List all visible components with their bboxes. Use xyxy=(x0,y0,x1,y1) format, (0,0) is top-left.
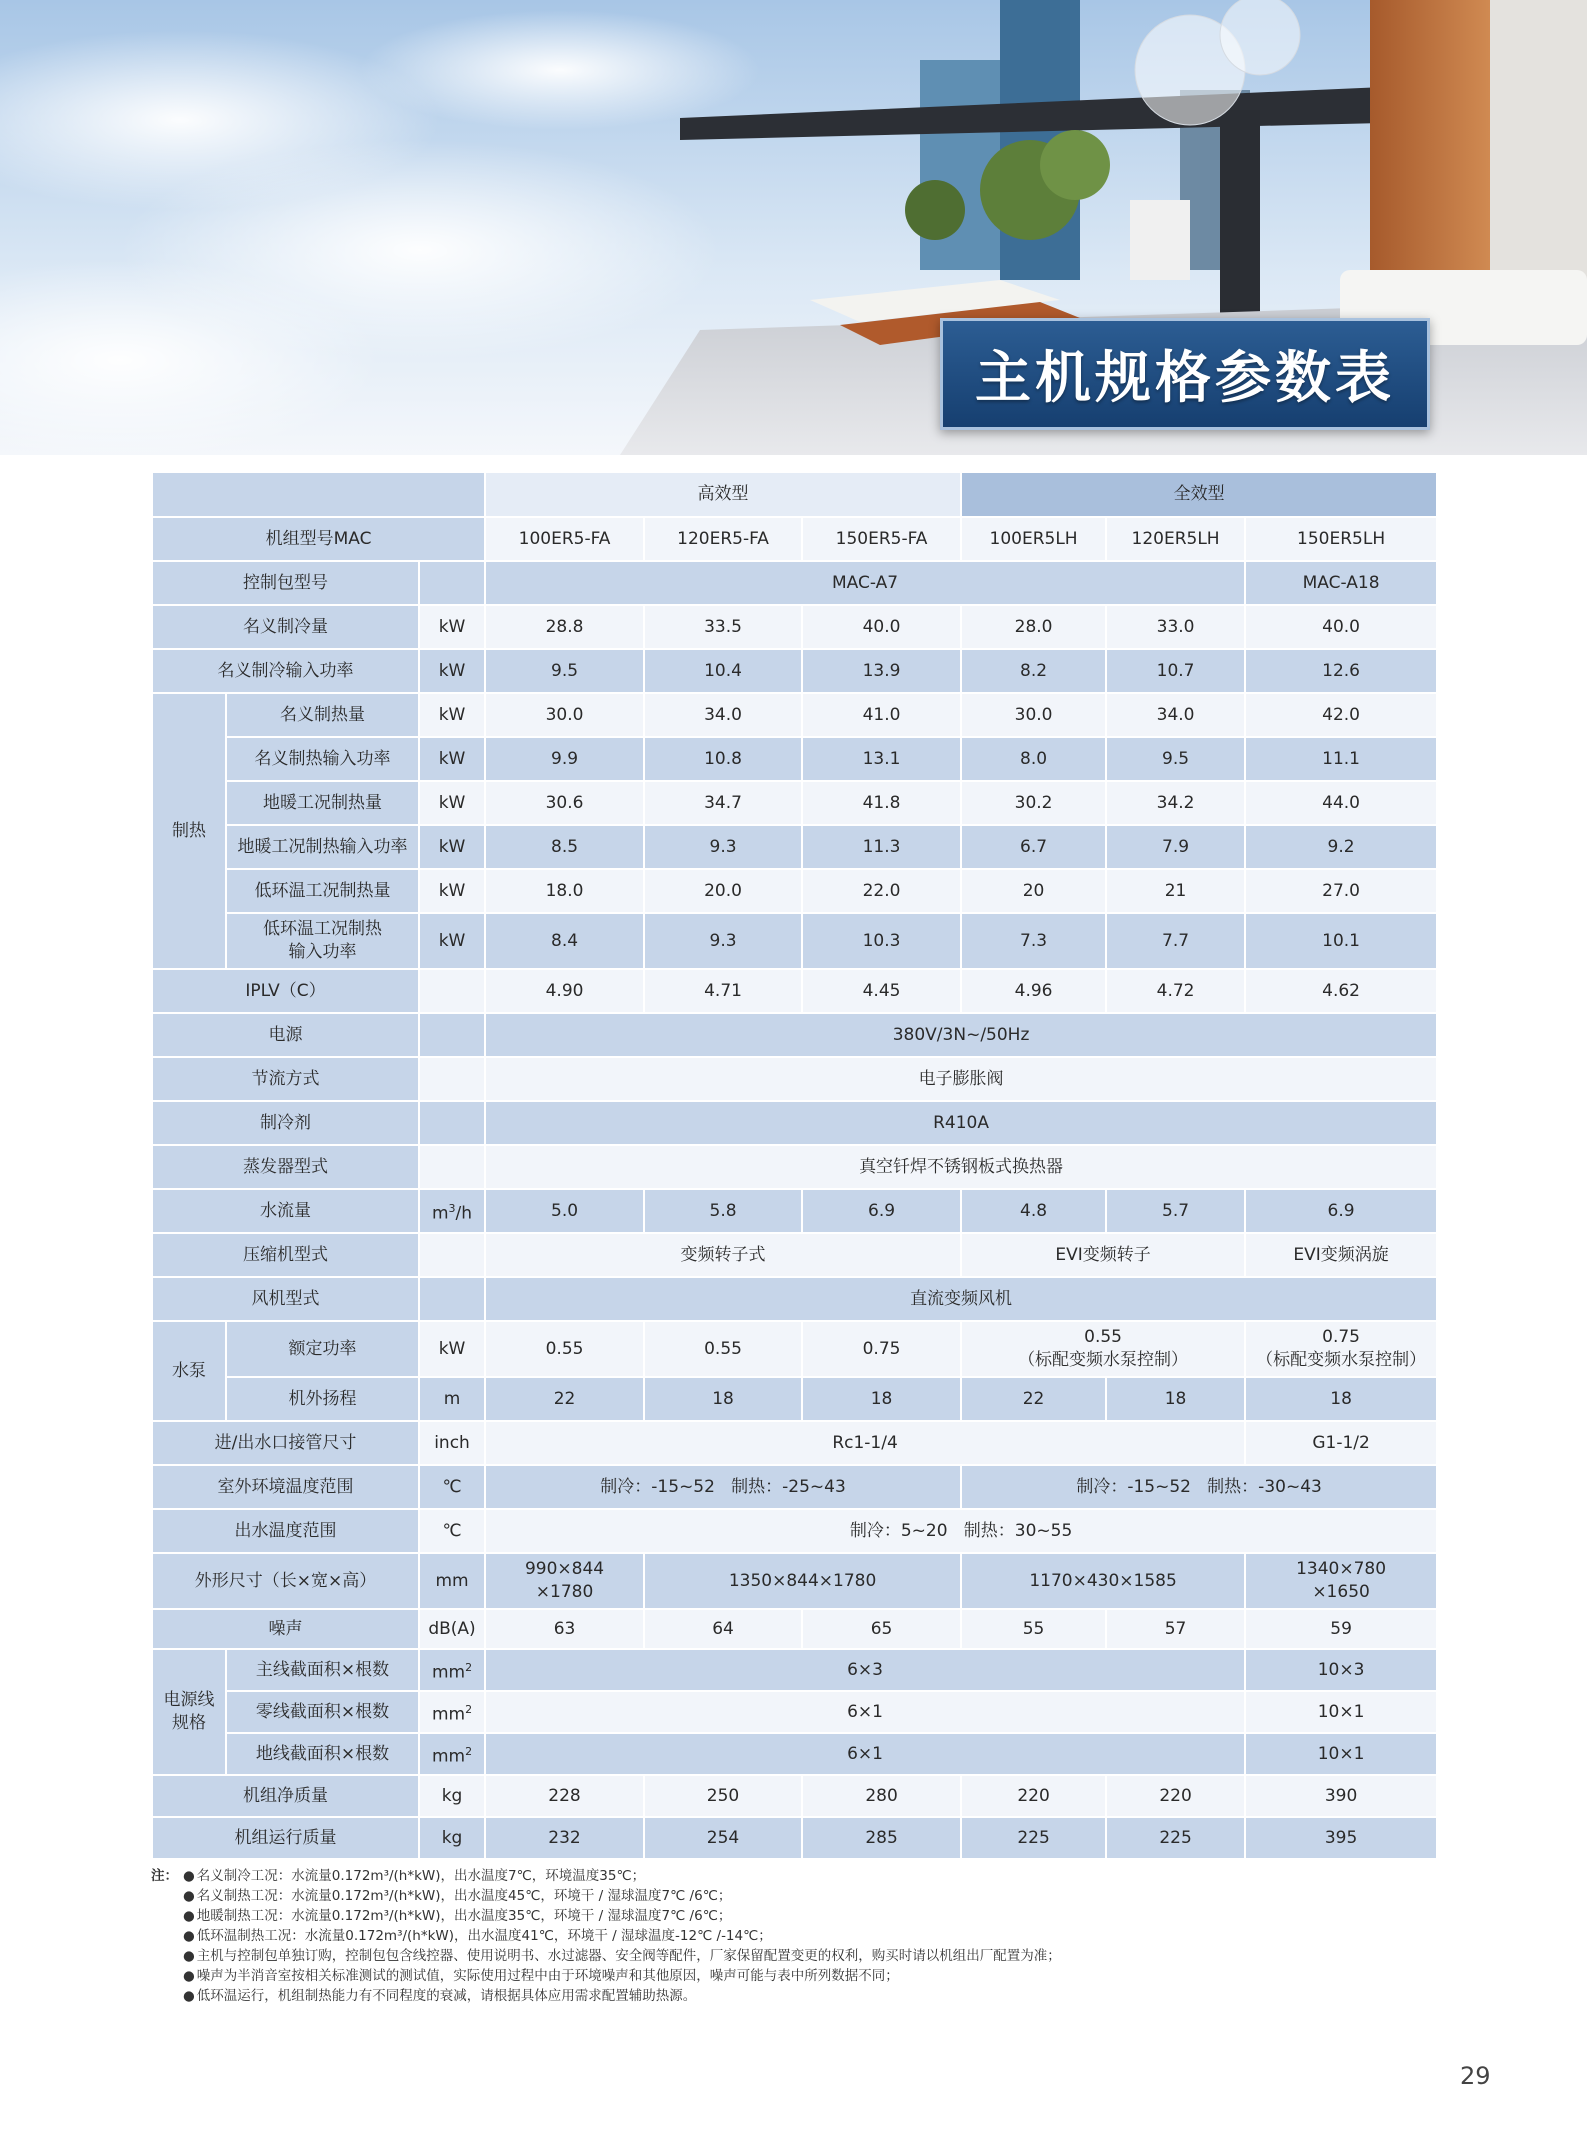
value-line: ×1780 xyxy=(535,1582,594,1602)
value-cell: 7.3 xyxy=(961,913,1106,969)
value-cell: 6×1 xyxy=(485,1733,1245,1775)
value-cell: 10.4 xyxy=(644,649,802,693)
value-cell: 280 xyxy=(802,1775,961,1817)
unit-superscript: 2 xyxy=(465,1660,473,1674)
unit-cell: kW xyxy=(419,693,485,737)
value-cell: 8.0 xyxy=(961,737,1106,781)
row-label: 机组净质量 xyxy=(152,1775,419,1817)
value-cell: 9.5 xyxy=(485,649,644,693)
unit-cell: m xyxy=(419,1377,485,1421)
table-row-cooling-power xyxy=(152,649,1437,693)
value-cell: 34.0 xyxy=(644,693,802,737)
value-line: ×1650 xyxy=(1312,1582,1370,1602)
value-cell: 1350×844×1780 xyxy=(644,1553,961,1609)
row-label: 噪声 xyxy=(152,1609,419,1649)
value-cell: 30.0 xyxy=(961,693,1106,737)
corner-cell xyxy=(152,472,485,517)
note-text: ● 低环温运行，机组制热能力有不同程度的衰减，请根据具体应用需求配置辅助热源。 xyxy=(183,1986,696,2006)
value-cell: 0.75 xyxy=(802,1321,961,1377)
value-cell: 真空钎焊不锈钢板式换热器 xyxy=(485,1145,1437,1189)
value-cell: 13.9 xyxy=(802,649,961,693)
value-cell: 57 xyxy=(1106,1609,1245,1649)
table-row-pipe xyxy=(152,1421,1437,1465)
row-label: 制冷剂 xyxy=(152,1101,419,1145)
unit-cell xyxy=(419,969,485,1013)
unit-cell xyxy=(419,1277,485,1321)
unit-cell: kW xyxy=(419,869,485,913)
value-cell: 64 xyxy=(644,1609,802,1649)
value-cell: 12.6 xyxy=(1245,649,1437,693)
value-cell: Rc1-1/4 xyxy=(485,1421,1245,1465)
table-row-low-temp-heating-capacity xyxy=(152,869,1437,913)
note-item xyxy=(151,1986,1436,2006)
value-cell: 电子膨胀阀 xyxy=(485,1057,1437,1101)
table-row-heating-capacity xyxy=(152,693,1437,737)
unit-cell: dB(A) xyxy=(419,1609,485,1649)
value-cell: 5.7 xyxy=(1106,1189,1245,1233)
value-cell: 28.0 xyxy=(961,605,1106,649)
unit-superscript: 2 xyxy=(465,1744,473,1758)
value-cell: 10.1 xyxy=(1245,913,1437,969)
value-line: （标配变频水泵控制） xyxy=(1256,1350,1427,1370)
row-label: 室外环境温度范围 xyxy=(152,1465,419,1509)
value-cell: 34.7 xyxy=(644,781,802,825)
row-label: 水流量 xyxy=(152,1189,419,1233)
value-cell: 6×3 xyxy=(485,1649,1245,1691)
table-row-floor-heating-power xyxy=(152,825,1437,869)
unit-cell: kW xyxy=(419,825,485,869)
table-row-dimension xyxy=(152,1553,1437,1609)
value-cell: 制冷：-15~52 制热：-30~43 xyxy=(961,1465,1437,1509)
table-row-power-supply xyxy=(152,1013,1437,1057)
value-line: 1340×780 xyxy=(1296,1559,1387,1579)
unit-cell: kW xyxy=(419,649,485,693)
page-title: 主机规格参数表 xyxy=(975,346,1395,411)
value-cell: 11.3 xyxy=(802,825,961,869)
value-cell: 10.3 xyxy=(802,913,961,969)
value-cell: 7.9 xyxy=(1106,825,1245,869)
value-cell: 9.2 xyxy=(1245,825,1437,869)
note-item xyxy=(151,1966,1436,1986)
value-cell: 34.2 xyxy=(1106,781,1245,825)
group-label-line: 规格 xyxy=(172,1713,206,1733)
value-cell: 1170×430×1585 xyxy=(961,1553,1245,1609)
table-row-pump-power xyxy=(152,1321,1437,1377)
value-cell: 40.0 xyxy=(802,605,961,649)
value-cell: 8.5 xyxy=(485,825,644,869)
row-label: 额定功率 xyxy=(226,1321,419,1377)
value-cell: EVI变频涡旋 xyxy=(1245,1233,1437,1277)
note-item xyxy=(151,1926,1436,1946)
value-cell: 44.0 xyxy=(1245,781,1437,825)
value-cell: 55 xyxy=(961,1609,1106,1649)
row-label xyxy=(226,913,419,969)
value-cell: R410A xyxy=(485,1101,1437,1145)
value-cell: 9.5 xyxy=(1106,737,1245,781)
table-row-floor-heating-capacity xyxy=(152,781,1437,825)
unit-cell xyxy=(419,1101,485,1145)
value-cell: 11.1 xyxy=(1245,737,1437,781)
value-cell: 4.96 xyxy=(961,969,1106,1013)
spec-table xyxy=(151,471,1438,1860)
value-cell: 6×1 xyxy=(485,1691,1245,1733)
row-label: 节流方式 xyxy=(152,1057,419,1101)
unit-cell: kg xyxy=(419,1775,485,1817)
table-row-refrigerant xyxy=(152,1101,1437,1145)
value-cell: 254 xyxy=(644,1817,802,1859)
note-text: ● 名义制冷工况：水流量0.172m³/(h*kW)，出水温度7℃，环境温度35℃； xyxy=(183,1866,645,1886)
note-item xyxy=(151,1866,1436,1886)
note-text: ● 名义制热工况：水流量0.172m³/(h*kW)，出水温度45℃，环境干 / 湿球温度7℃ /6℃； xyxy=(183,1886,731,1906)
value-cell: 18 xyxy=(1106,1377,1245,1421)
table-row-net-weight xyxy=(152,1775,1437,1817)
value-cell: 63 xyxy=(485,1609,644,1649)
value-cell: 4.8 xyxy=(961,1189,1106,1233)
value-line: 0.75 xyxy=(1322,1327,1360,1347)
value-cell: 22 xyxy=(485,1377,644,1421)
row-label: 名义制冷量 xyxy=(152,605,419,649)
value-cell: 21 xyxy=(1106,869,1245,913)
row-label: IPLV（C） xyxy=(152,969,419,1013)
table-row-noise xyxy=(152,1609,1437,1649)
value-cell: 285 xyxy=(802,1817,961,1859)
value-cell: 65 xyxy=(802,1609,961,1649)
table-row-low-temp-heating-power xyxy=(152,913,1437,969)
notes xyxy=(151,1866,1436,2006)
value-cell: 380V/3N~/50Hz xyxy=(485,1013,1437,1057)
note-item xyxy=(151,1886,1436,1906)
value-cell: 6.9 xyxy=(1245,1189,1437,1233)
hero-banner xyxy=(0,0,1587,455)
value-cell: 8.4 xyxy=(485,913,644,969)
value-cell: 390 xyxy=(1245,1775,1437,1817)
table-row-cable-neutral xyxy=(152,1691,1437,1733)
value-cell: 10.7 xyxy=(1106,649,1245,693)
value-cell: G1-1/2 xyxy=(1245,1421,1437,1465)
value-cell: 0.55 xyxy=(485,1321,644,1377)
value-cell: 28.8 xyxy=(485,605,644,649)
value-cell: 10.8 xyxy=(644,737,802,781)
note-text: ● 地暖制热工况：水流量0.172m³/(h*kW)，出水温度35℃，环境干 / 湿球温度7℃ /6℃； xyxy=(183,1906,731,1926)
title-plate xyxy=(940,318,1430,430)
value-cell: 20.0 xyxy=(644,869,802,913)
model-cell: 150ER5LH xyxy=(1245,517,1437,561)
value-cell: 232 xyxy=(485,1817,644,1859)
note-item xyxy=(151,1946,1436,1966)
value-cell: 10×3 xyxy=(1245,1649,1437,1691)
value-cell: 4.72 xyxy=(1106,969,1245,1013)
row-label: 蒸发器型式 xyxy=(152,1145,419,1189)
model-cell: 150ER5-FA xyxy=(802,517,961,561)
model-cell: 120ER5-FA xyxy=(644,517,802,561)
unit-cell: inch xyxy=(419,1421,485,1465)
value-cell: 22 xyxy=(961,1377,1106,1421)
model-cell: 120ER5LH xyxy=(1106,517,1245,561)
unit-cell: kW xyxy=(419,913,485,969)
value-cell: MAC-A18 xyxy=(1245,561,1437,605)
row-label: 地暖工况制热量 xyxy=(226,781,419,825)
value-cell: 225 xyxy=(1106,1817,1245,1859)
unit-cell xyxy=(419,1233,485,1277)
table-row-iplv xyxy=(152,969,1437,1013)
value-cell xyxy=(1245,1553,1437,1609)
table-row-compressor xyxy=(152,1233,1437,1277)
note-text: ● 低环温制热工况：水流量0.172m³/(h*kW)，出水温度41℃，环境干 / 湿球温度-12℃ /-14℃； xyxy=(183,1926,772,1946)
table-row-run-weight xyxy=(152,1817,1437,1859)
value-cell: 4.90 xyxy=(485,969,644,1013)
group-label-line: 电源线 xyxy=(163,1690,215,1710)
value-cell: 41.8 xyxy=(802,781,961,825)
table-row-group-header xyxy=(152,472,1437,517)
value-cell: 40.0 xyxy=(1245,605,1437,649)
value-cell: 18 xyxy=(1245,1377,1437,1421)
table-row-heating-power xyxy=(152,737,1437,781)
value-cell: 225 xyxy=(961,1817,1106,1859)
table-row-cooling-capacity xyxy=(152,605,1437,649)
row-label: 低环温工况制热量 xyxy=(226,869,419,913)
unit-cell: kW xyxy=(419,737,485,781)
unit-cell xyxy=(419,1013,485,1057)
group-label-pump: 水泵 xyxy=(152,1321,226,1421)
unit-cell xyxy=(419,1649,485,1691)
row-label: 机外扬程 xyxy=(226,1377,419,1421)
value-cell: 34.0 xyxy=(1106,693,1245,737)
note-text: ● 噪声为半消音室按相关标准测试的测试值，实际使用过程中由于环境噪声和其他原因，噪声可能与表中所列数据不同； xyxy=(183,1966,899,1986)
value-cell: 4.62 xyxy=(1245,969,1437,1013)
row-label: 地线截面积×根数 xyxy=(226,1733,419,1775)
row-label: 风机型式 xyxy=(152,1277,419,1321)
row-label: 机组型号MAC xyxy=(152,517,485,561)
table-row-pump-head xyxy=(152,1377,1437,1421)
table-row-water-flow xyxy=(152,1189,1437,1233)
unit-base: m xyxy=(431,1203,449,1224)
row-label: 压缩机型式 xyxy=(152,1233,419,1277)
row-label: 名义制冷输入功率 xyxy=(152,649,419,693)
value-cell: 制冷：-15~52 制热：-25~43 xyxy=(485,1465,961,1509)
model-cell: 100ER5-FA xyxy=(485,517,644,561)
group-high-efficiency: 高效型 xyxy=(485,472,961,517)
value-cell: 18 xyxy=(644,1377,802,1421)
unit-cell: kW xyxy=(419,1321,485,1377)
table-row-cable-ground xyxy=(152,1733,1437,1775)
value-cell: 9.3 xyxy=(644,825,802,869)
unit-cell: kg xyxy=(419,1817,485,1859)
value-cell: 30.2 xyxy=(961,781,1106,825)
value-cell: 59 xyxy=(1245,1609,1437,1649)
value-cell xyxy=(1245,1321,1437,1377)
row-label: 出水温度范围 xyxy=(152,1509,419,1553)
row-label: 零线截面积×根数 xyxy=(226,1691,419,1733)
table-row-ambient-range xyxy=(152,1465,1437,1509)
unit-base: mm xyxy=(431,1704,466,1725)
unit-cell xyxy=(419,1733,485,1775)
value-cell: 13.1 xyxy=(802,737,961,781)
model-cell: 100ER5LH xyxy=(961,517,1106,561)
unit-cell: mm xyxy=(419,1553,485,1609)
unit-cell: kW xyxy=(419,781,485,825)
unit-superscript: 2 xyxy=(465,1702,473,1716)
value-cell: EVI变频转子 xyxy=(961,1233,1245,1277)
table-row-models xyxy=(152,517,1437,561)
value-cell: 41.0 xyxy=(802,693,961,737)
value-cell: 6.7 xyxy=(961,825,1106,869)
unit-cell xyxy=(419,1145,485,1189)
unit-cell xyxy=(419,1057,485,1101)
value-cell: 250 xyxy=(644,1775,802,1817)
value-cell xyxy=(485,1553,644,1609)
unit-base: mm xyxy=(431,1746,466,1767)
table-row-control-pack xyxy=(152,561,1437,605)
table-row-evaporator xyxy=(152,1145,1437,1189)
page-number: 29 xyxy=(1460,2062,1491,2090)
row-label: 名义制热量 xyxy=(226,693,419,737)
value-cell: 4.71 xyxy=(644,969,802,1013)
row-label: 地暖工况制热输入功率 xyxy=(226,825,419,869)
note-text: ● 主机与控制包单独订购，控制包包含线控器、使用说明书、水过滤器、安全阀等配件，厂家保留配置变更的权利，购买时请以机组出厂配置为准； xyxy=(183,1946,1061,1966)
value-cell: MAC-A7 xyxy=(485,561,1245,605)
row-label: 机组运行质量 xyxy=(152,1817,419,1859)
value-cell: 30.0 xyxy=(485,693,644,737)
unit-superscript: 3 xyxy=(448,1201,456,1215)
value-cell: 220 xyxy=(961,1775,1106,1817)
unit-cell xyxy=(419,1189,485,1233)
unit-cell xyxy=(419,561,485,605)
row-label: 电源 xyxy=(152,1013,419,1057)
row-label: 进/出水口接管尺寸 xyxy=(152,1421,419,1465)
value-cell: 220 xyxy=(1106,1775,1245,1817)
row-label: 外形尺寸（长×宽×高） xyxy=(152,1553,419,1609)
value-cell: 7.7 xyxy=(1106,913,1245,969)
value-cell: 30.6 xyxy=(485,781,644,825)
value-cell: 228 xyxy=(485,1775,644,1817)
value-cell: 22.0 xyxy=(802,869,961,913)
row-label-line: 输入功率 xyxy=(288,942,357,962)
table-row-cable-main xyxy=(152,1649,1437,1691)
value-cell: 8.2 xyxy=(961,649,1106,693)
table-row-fan xyxy=(152,1277,1437,1321)
row-label: 控制包型号 xyxy=(152,561,419,605)
value-cell: 27.0 xyxy=(1245,869,1437,913)
value-cell: 18 xyxy=(802,1377,961,1421)
value-cell: 20 xyxy=(961,869,1106,913)
notes-prefix: 注： xyxy=(151,1868,178,1884)
value-cell: 6.9 xyxy=(802,1189,961,1233)
value-cell: 制冷：5~20 制热：30~55 xyxy=(485,1509,1437,1553)
value-cell: 4.45 xyxy=(802,969,961,1013)
value-cell: 9.9 xyxy=(485,737,644,781)
value-cell: 33.5 xyxy=(644,605,802,649)
value-cell: 10×1 xyxy=(1245,1691,1437,1733)
group-full-efficiency: 全效型 xyxy=(961,472,1437,517)
value-cell: 395 xyxy=(1245,1817,1437,1859)
value-cell: 直流变频风机 xyxy=(485,1277,1437,1321)
row-label: 名义制热输入功率 xyxy=(226,737,419,781)
value-cell: 42.0 xyxy=(1245,693,1437,737)
value-cell: 5.0 xyxy=(485,1189,644,1233)
note-item xyxy=(151,1906,1436,1926)
value-line: 0.55 xyxy=(1084,1327,1122,1347)
value-cell: 5.8 xyxy=(644,1189,802,1233)
value-line: （标配变频水泵控制） xyxy=(1018,1350,1189,1370)
value-cell: 变频转子式 xyxy=(485,1233,961,1277)
unit-cell xyxy=(419,1691,485,1733)
unit-cell: kW xyxy=(419,605,485,649)
group-label-cable xyxy=(152,1649,226,1775)
unit-cell: ℃ xyxy=(419,1465,485,1509)
value-cell: 18.0 xyxy=(485,869,644,913)
unit-tail: /h xyxy=(455,1203,473,1224)
unit-base: mm xyxy=(431,1662,466,1683)
group-label-heating: 制热 xyxy=(152,693,226,969)
row-label-line: 低环温工况制热 xyxy=(263,919,382,939)
value-cell: 10×1 xyxy=(1245,1733,1437,1775)
value-cell: 0.55 xyxy=(644,1321,802,1377)
table-row-outlet-range xyxy=(152,1509,1437,1553)
table-row-throttle xyxy=(152,1057,1437,1101)
value-cell: 9.3 xyxy=(644,913,802,969)
value-cell: 33.0 xyxy=(1106,605,1245,649)
value-cell xyxy=(961,1321,1245,1377)
value-line: 990×844 xyxy=(524,1559,605,1579)
row-label: 主线截面积×根数 xyxy=(226,1649,419,1691)
unit-cell: ℃ xyxy=(419,1509,485,1553)
